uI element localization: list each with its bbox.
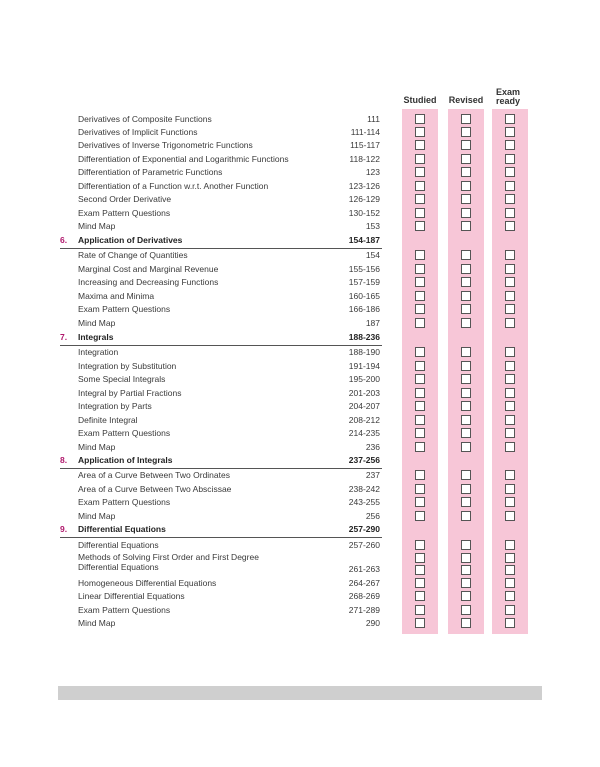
studied-checkbox[interactable] [415,540,425,550]
revised-checkbox[interactable] [461,540,471,550]
studied-checkbox[interactable] [415,497,425,507]
revised-checkbox[interactable] [461,415,471,425]
revised-checkbox[interactable] [461,591,471,601]
topic-title: Derivatives of Implicit Functions [78,127,198,137]
revised-checkbox[interactable] [461,578,471,588]
studied-checkbox[interactable] [415,181,425,191]
page-range: 257-290 [348,524,380,534]
exam-ready-checkbox[interactable] [505,167,515,177]
studied-checkbox[interactable] [415,154,425,164]
chapter-divider [60,537,382,538]
exam-ready-checkbox[interactable] [505,318,515,328]
page-range: 268-269 [348,591,380,601]
topic-title: Differentiation of Parametric Functions [78,167,223,177]
chapter-number: 6. [60,235,68,245]
studied-checkbox[interactable] [415,484,425,494]
page-range: 264-267 [348,578,380,588]
studied-checkbox[interactable] [415,208,425,218]
page-range: 271-289 [348,605,380,615]
revised-checkbox[interactable] [461,484,471,494]
chapter-title: Application of Derivatives [78,235,183,245]
exam-ready-checkbox[interactable] [505,470,515,480]
topic-title: Exam Pattern Questions [78,428,171,438]
page-range: 188-236 [348,332,380,342]
footer-bar [58,686,542,700]
studied-checkbox[interactable] [415,127,425,137]
chapter-title: Differential Equations [78,524,166,534]
studied-checkbox[interactable] [415,415,425,425]
page-range: 187 [365,318,380,328]
topic-title: Mind Map [78,618,116,628]
topic-title: Integral by Partial Fractions [78,388,182,398]
studied-checkbox[interactable] [415,304,425,314]
page-range: 290 [365,618,380,628]
revised-checkbox[interactable] [461,388,471,398]
studied-checkbox[interactable] [415,318,425,328]
chapter-row [0,454,600,467]
exam-ready-checkbox[interactable] [505,347,515,357]
revised-checkbox[interactable] [461,401,471,411]
page-range: 214-235 [348,428,380,438]
studied-checkbox[interactable] [415,114,425,124]
topic-title: Second Order Derivative [78,194,172,204]
topic-title: Exam Pattern Questions [78,605,171,615]
exam-ready-checkbox[interactable] [505,565,515,575]
page-range: 238-242 [348,484,380,494]
exam-ready-checkbox[interactable] [505,374,515,384]
studied-checkbox[interactable] [415,442,425,452]
studied-checkbox[interactable] [415,605,425,615]
chapter-title: Integrals [78,332,114,342]
chapter-row [0,234,600,247]
topic-title: Marginal Cost and Marginal Revenue [78,264,219,274]
studied-checkbox[interactable] [415,470,425,480]
exam-ready-checkbox[interactable] [505,618,515,628]
topic-title [78,552,259,572]
revised-checkbox[interactable] [461,277,471,287]
exam-ready-checkbox[interactable] [505,511,515,521]
topic-title: Increasing and Decreasing Functions [78,277,219,287]
exam-ready-checkbox[interactable] [505,208,515,218]
studied-checkbox[interactable] [415,167,425,177]
studied-checkbox[interactable] [415,553,425,563]
chapter-number: 8. [60,455,68,465]
revised-checkbox[interactable] [461,318,471,328]
chapter-title: Application of Integrals [78,455,173,465]
topic-title: Area of a Curve Between Two Abscissae [78,484,232,494]
page-range: 160-165 [348,291,380,301]
page-range: 126-129 [348,194,380,204]
exam-ready-checkbox[interactable] [505,221,515,231]
topic-title-line2: Differential Equations [78,562,159,572]
page-range: 123 [365,167,380,177]
studied-checkbox[interactable] [415,578,425,588]
topic-title: Mind Map [78,442,116,452]
studied-checkbox[interactable] [415,388,425,398]
revised-checkbox[interactable] [461,181,471,191]
revised-checkbox[interactable] [461,605,471,615]
revised-checkbox[interactable] [461,470,471,480]
studied-checkbox[interactable] [415,361,425,371]
revised-checkbox[interactable] [461,511,471,521]
revised-checkbox[interactable] [461,347,471,357]
exam-ready-checkbox[interactable] [505,114,515,124]
exam-ready-checkbox[interactable] [505,154,515,164]
exam-ready-header-line2: ready [495,96,521,106]
page-range: 201-203 [348,388,380,398]
revised-header: Revised [448,95,484,105]
page-range: 111-114 [350,127,380,137]
revised-checkbox[interactable] [461,361,471,371]
exam-ready-checkbox[interactable] [505,605,515,615]
topic-title: Mind Map [78,221,116,231]
studied-checkbox[interactable] [415,591,425,601]
studied-checkbox[interactable] [415,511,425,521]
page-range: 243-255 [348,497,380,507]
exam-ready-checkbox[interactable] [505,277,515,287]
studied-checkbox[interactable] [415,277,425,287]
exam-ready-checkbox[interactable] [505,484,515,494]
page-range: 130-152 [348,208,380,218]
studied-checkbox[interactable] [415,264,425,274]
studied-header: Studied [403,95,437,105]
exam-ready-checkbox[interactable] [505,291,515,301]
revised-checkbox[interactable] [461,374,471,384]
revised-checkbox[interactable] [461,304,471,314]
studied-checkbox[interactable] [415,194,425,204]
page-range: 257-260 [348,540,380,550]
topic-title: Definite Integral [78,415,138,425]
exam-ready-checkbox[interactable] [505,127,515,137]
topic-title: Exam Pattern Questions [78,208,171,218]
revised-checkbox[interactable] [461,208,471,218]
page-range: 195-200 [348,374,380,384]
topic-title: Differentiation of Exponential and Logarithmic Functions [78,154,289,164]
revised-checkbox[interactable] [461,497,471,507]
page-range: 204-207 [348,401,380,411]
topic-title: Integration by Parts [78,401,152,411]
page-range: 236 [365,442,380,452]
revised-checkbox[interactable] [461,221,471,231]
page-range: 256 [365,511,380,521]
topic-title: Differential Equations [78,540,159,550]
exam-ready-checkbox[interactable] [505,540,515,550]
revised-checkbox[interactable] [461,264,471,274]
topic-title: Mind Map [78,511,116,521]
revised-checkbox[interactable] [461,127,471,137]
exam-ready-checkbox[interactable] [505,401,515,411]
exam-ready-checkbox[interactable] [505,442,515,452]
exam-ready-checkbox[interactable] [505,140,515,150]
studied-checkbox[interactable] [415,221,425,231]
topic-title: Mind Map [78,318,116,328]
revised-checkbox[interactable] [461,618,471,628]
topic-title: Derivatives of Inverse Trigonometric Functions [78,140,253,150]
exam-ready-checkbox[interactable] [505,181,515,191]
page-range: 118-122 [349,154,380,164]
studied-checkbox[interactable] [415,401,425,411]
revised-checkbox[interactable] [461,194,471,204]
revised-checkbox[interactable] [461,553,471,563]
exam-ready-checkbox[interactable] [505,578,515,588]
page-range: 123-126 [348,181,380,191]
studied-checkbox[interactable] [415,347,425,357]
page-range: 153 [365,221,380,231]
page-range: 115-117 [350,140,380,150]
exam-ready-header [490,88,526,106]
exam-ready-header-line1: Exam [495,87,521,97]
topic-title: Rate of Change of Quantities [78,250,188,260]
studied-checkbox[interactable] [415,428,425,438]
studied-checkbox[interactable] [415,374,425,384]
page-range: 155-156 [348,264,380,274]
exam-ready-checkbox[interactable] [505,591,515,601]
topic-title: Integration by Substitution [78,361,177,371]
revised-checkbox[interactable] [461,428,471,438]
page-range: 111 [367,114,380,124]
studied-checkbox[interactable] [415,618,425,628]
revised-checkbox[interactable] [461,154,471,164]
exam-ready-checkbox[interactable] [505,388,515,398]
revised-checkbox[interactable] [461,250,471,260]
topic-title: Area of a Curve Between Two Ordinates [78,470,230,480]
exam-ready-checkbox[interactable] [505,553,515,563]
exam-ready-checkbox[interactable] [505,428,515,438]
exam-ready-checkbox[interactable] [505,361,515,371]
studied-checkbox[interactable] [415,565,425,575]
page-range: 208-212 [348,415,380,425]
exam-ready-checkbox[interactable] [505,497,515,507]
exam-ready-checkbox[interactable] [505,250,515,260]
topic-title: Differentiation of a Function w.r.t. Another Function [78,181,269,191]
topic-title: Integration [78,347,119,357]
chapter-number: 7. [60,332,68,342]
exam-ready-checkbox[interactable] [505,194,515,204]
revised-checkbox[interactable] [461,565,471,575]
topic-title: Some Special Integrals [78,374,166,384]
page-range: 157-159 [348,277,380,287]
exam-ready-checkbox[interactable] [505,264,515,274]
revised-checkbox[interactable] [461,114,471,124]
studied-checkbox[interactable] [415,291,425,301]
exam-ready-checkbox[interactable] [505,304,515,314]
exam-ready-checkbox[interactable] [505,415,515,425]
topic-title: Exam Pattern Questions [78,497,171,507]
page-range: 188-190 [348,347,380,357]
page-range: 166-186 [348,304,380,314]
page-range: 237 [365,470,380,480]
revised-checkbox[interactable] [461,140,471,150]
topic-title: Derivatives of Composite Functions [78,114,212,124]
studied-checkbox[interactable] [415,140,425,150]
revised-checkbox[interactable] [461,167,471,177]
topic-title: Homogeneous Differential Equations [78,578,217,588]
chapter-row [0,331,600,344]
topic-title: Linear Differential Equations [78,591,185,601]
page-range: 237-256 [348,455,380,465]
chapter-number: 9. [60,524,68,534]
topic-title: Maxima and Minima [78,291,155,301]
page-range: 154-187 [348,235,380,245]
revised-checkbox[interactable] [461,442,471,452]
page-range: 191-194 [348,361,380,371]
studied-checkbox[interactable] [415,250,425,260]
chapter-row [0,523,600,536]
topic-title-line1: Methods of Solving First Order and First Degree [78,552,259,562]
page-range: 154 [365,250,380,260]
revised-checkbox[interactable] [461,291,471,301]
topic-title: Exam Pattern Questions [78,304,171,314]
page-range: 261-263 [348,564,380,574]
